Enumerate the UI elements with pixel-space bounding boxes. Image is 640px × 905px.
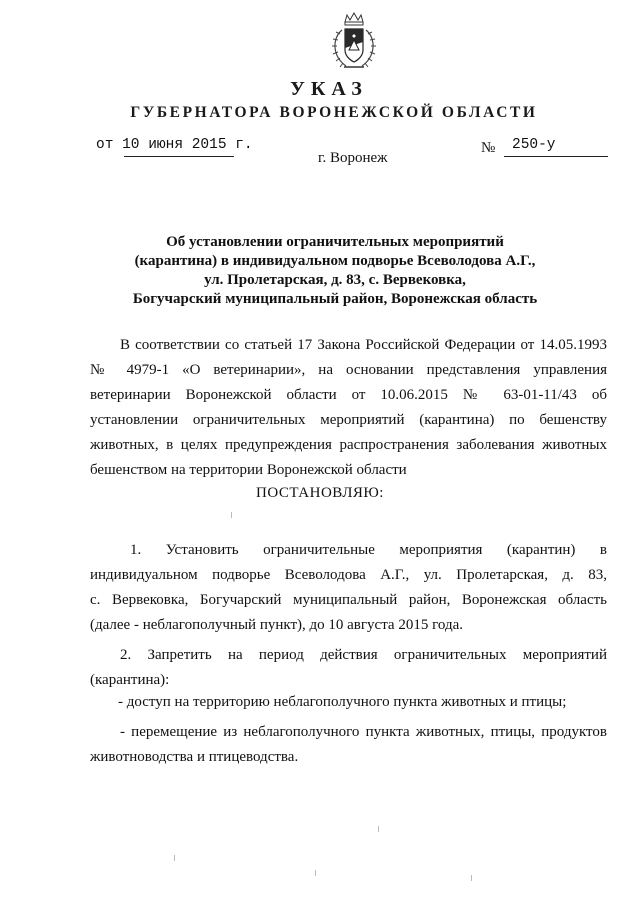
decree-city: г. Воронеж bbox=[318, 150, 388, 166]
item-line: индивидуальном подворье Всеволодова А.Г., ул. Пролетарская, д. 83, bbox=[90, 567, 607, 583]
decree-subject bbox=[90, 233, 580, 309]
scan-speck bbox=[315, 870, 316, 876]
preamble-line: животных, в целях предупреждения распространения заболевания животных bbox=[90, 437, 607, 453]
preamble-line: ветеринарии Воронежской области от 10.06.2015 № 63-01-11/43 об bbox=[90, 387, 607, 403]
bullet-item: - доступ на территорию неблагополучного пункта животных и птицы; bbox=[118, 694, 567, 710]
subject-line: Богучарский муниципальный район, Воронежская область bbox=[132, 291, 538, 307]
decree-subtitle: ГУБЕРНАТОРА ВОРОНЕЖСКОЙ ОБЛАСТИ bbox=[130, 104, 538, 121]
number-sign: № bbox=[481, 140, 496, 156]
bullet-line: животноводства и птицеводства. bbox=[90, 749, 299, 765]
date-underline bbox=[124, 156, 234, 157]
coat-of-arms-icon bbox=[328, 12, 380, 74]
decree-number: 250-у bbox=[512, 137, 556, 153]
item-line: (карантина): bbox=[90, 672, 170, 688]
item-line: 2. Запретить на период действия ограничительных мероприятий bbox=[120, 647, 607, 663]
preamble-line: установлении ограничительных мероприятий (карантина) по бешенству bbox=[90, 412, 607, 428]
decree-operative-word: ПОСТАНОВЛЯЮ: bbox=[256, 485, 384, 501]
preamble-line: № 4979-1 «О ветеринарии», на основании представления управления bbox=[90, 362, 607, 378]
subject-line: (карантина) в индивидуальном подворье Всеволодова А.Г., bbox=[134, 253, 536, 269]
preamble-paragraph bbox=[90, 333, 607, 483]
preamble-line: бешенством на территории Воронежской области bbox=[90, 462, 407, 478]
subject-line: Об установлении ограничительных мероприятий bbox=[166, 234, 504, 250]
item-line: (далее - неблагополучный пункт), до 10 августа 2015 года. bbox=[90, 617, 463, 633]
decree-date: от 10 июня 2015 г. bbox=[96, 137, 253, 153]
item-line: 1. Установить ограничительные мероприятия (карантин) в bbox=[130, 542, 607, 558]
scan-speck bbox=[471, 875, 472, 881]
bullet-item bbox=[90, 720, 607, 770]
subject-line: ул. Пролетарская, д. 83, с. Вервековка, bbox=[204, 272, 466, 288]
preamble-line: В соответствии со статьей 17 Закона Российской Федерации от 14.05.1993 bbox=[120, 337, 607, 353]
number-underline bbox=[504, 156, 608, 157]
item-2-paragraph bbox=[90, 643, 607, 693]
scan-speck bbox=[231, 512, 232, 518]
bullet-line: - перемещение из неблагополучного пункта животных, птицы, продуктов bbox=[120, 724, 607, 740]
item-1-paragraph bbox=[90, 538, 607, 638]
item-line: с. Вервековка, Богучарский муниципальный район, Воронежская область bbox=[90, 592, 607, 608]
decree-title: УКАЗ bbox=[290, 78, 368, 100]
scan-speck bbox=[378, 826, 379, 832]
scan-speck bbox=[174, 855, 175, 861]
